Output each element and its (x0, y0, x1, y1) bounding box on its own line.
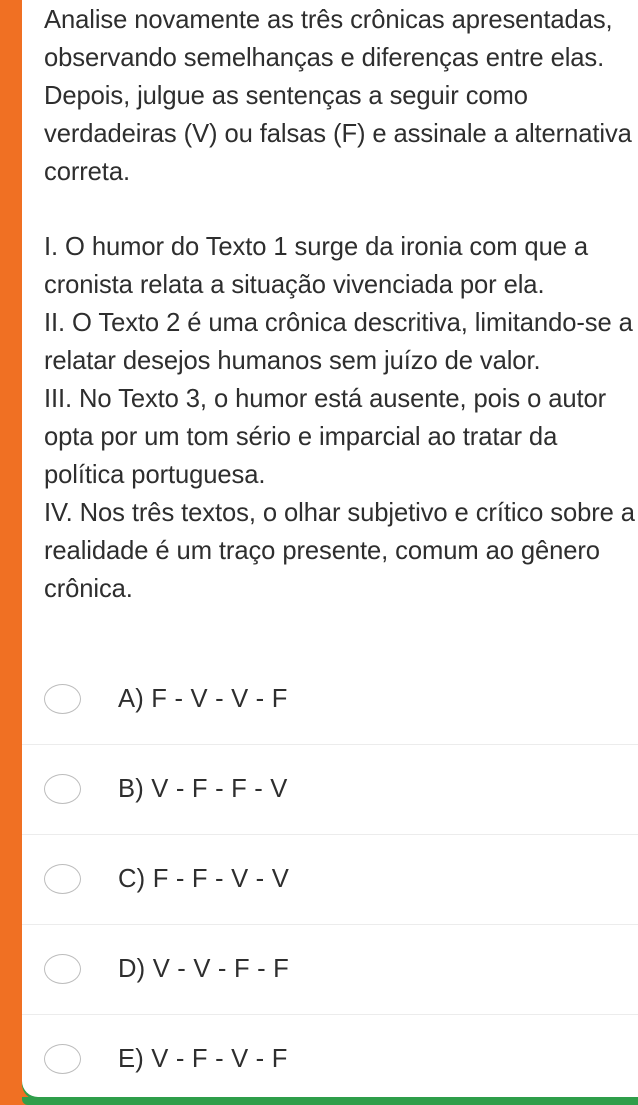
radio-button-icon[interactable] (44, 864, 81, 894)
statement-4: IV. Nos três textos, o olhar subjetivo e crítico sobre a realidade é um traço presente, comum ao gênero crônica. (44, 498, 635, 603)
card-bottom-accent (22, 1097, 638, 1105)
question-text (44, 2, 636, 608)
question-card (22, 0, 638, 1097)
statement-3: III. No Texto 3, o humor está ausente, pois o autor opta por um tom sério e imparcial ao tratar da política portuguesa. (44, 385, 607, 489)
radio-button-icon[interactable] (44, 684, 81, 714)
option-e[interactable] (22, 1015, 638, 1097)
radio-button-icon[interactable] (44, 954, 81, 984)
option-c[interactable] (22, 835, 638, 925)
question-intro: Analise novamente as três crônicas apresentadas, observando semelhanças e diferenças entre elas. Depois, julgue as sentenças a seguir como verdadeiras (V) ou falsas (F) e assinale a alternativa correta. (44, 6, 632, 186)
radio-button-icon[interactable] (44, 1044, 81, 1074)
option-a[interactable] (22, 655, 638, 745)
statement-1: I. O humor do Texto 1 surge da ironia com que a cronista relata a situação vivenciada por ela. (44, 233, 588, 300)
statement-2: II. O Texto 2 é uma crônica descritiva, limitando-se a relatar desejos humanos sem juízo de valor. (44, 309, 633, 376)
option-b[interactable] (22, 745, 638, 835)
radio-button-icon[interactable] (44, 774, 81, 804)
option-label: D) V - V - F - F (118, 955, 289, 983)
option-label: A) F - V - V - F (118, 685, 288, 713)
paragraph-spacer (44, 192, 636, 230)
answer-options (22, 655, 638, 1097)
option-label: B) V - F - F - V (118, 775, 288, 803)
option-label: E) V - F - V - F (118, 1045, 288, 1073)
option-d[interactable] (22, 925, 638, 1015)
option-label: C) F - F - V - V (118, 865, 289, 893)
